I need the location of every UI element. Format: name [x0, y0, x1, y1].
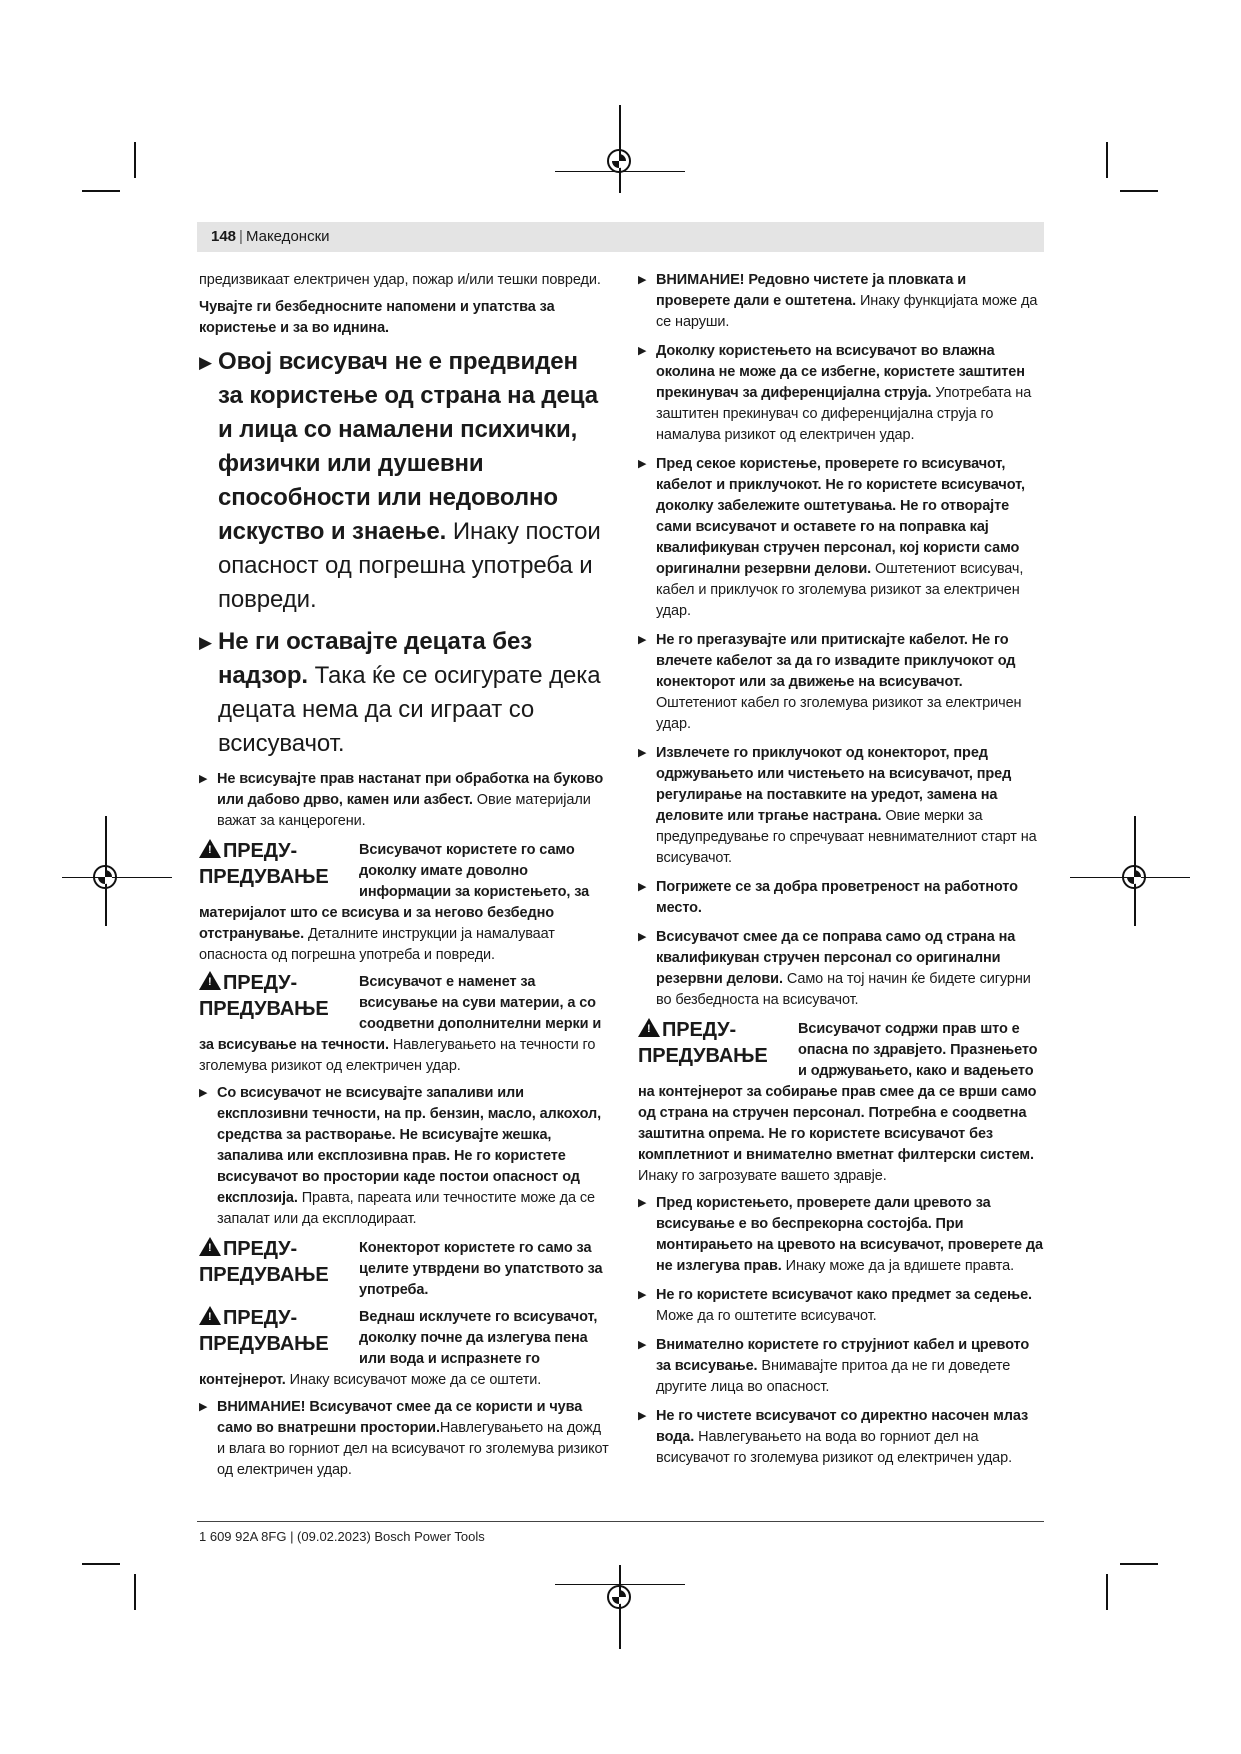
- crop-mark: [134, 1574, 136, 1610]
- safety-bullet: ▶ Доколку користењето на всисувачот во влажна околина не може да се избегне, користете заштитен прекинувач за диференцијална струја. Употребата на заштитен прекинувач со диференцијална струја го намалува ризикот од електричен удар.: [638, 341, 1044, 446]
- warning-label: ! ПРЕДУ-ПРЕДУВАЊЕ: [199, 1307, 329, 1355]
- safety-bullet: ▶ Всисувачот смее да се поправа само од страна на квалификуван стручен персонал со оригинални резервни делови. Само на тој начин ќе бидете сигурни во безбедноста на всисувачот.: [638, 927, 1044, 1011]
- page-language: Македонски: [245, 228, 330, 245]
- warning-block: ! ПРЕДУ-ПРЕДУВАЊЕ Веднаш исклучете го всисувачот, доколку почне да излегува пена или вода и испразнете го контејнерот. Инаку всисувачот може да се оштети.: [199, 1307, 598, 1388]
- safety-bullet: ▶ Овој всисувач не е предвиден за користење од страна на деца и лица со намалени психички, физички или душевни способности или недоволно искуство и знаење. Инаку постои опасност од погрешна употреба и повреди.: [199, 345, 609, 617]
- page-number: 148: [211, 228, 237, 245]
- warning-block: ! ПРЕДУ-ПРЕДУВАЊЕ Всисувачот содржи прав што е опасна по здравјето. Празнењето и одржувањето, како и вадењето на контејнерот за собирање прав смее да се врши само од страна на стручен персонал. Потребна е соодветна заштитна опрема. Не го користете всисувачот без комплетниот и внимателно вметнат филтерски систем. Инаку го загрозувате вашето здравје.: [638, 1019, 1038, 1184]
- crop-mark: [1120, 190, 1158, 192]
- safety-bullet: ▶ Не ги оставајте децата без надзор. Така ќе се осигурате дека децата нема да си играат со всисувачот.: [199, 625, 609, 761]
- crop-mark: [1106, 142, 1108, 178]
- safety-bullet: ▶ Не го прегазувајте или притискајте кабелот. Не го влечете кабелот за да го извадите приклучокот од конекторот или за движење на всисувачот. Оштетениот кабел го зголемува ризикот за електричен удар.: [638, 630, 1044, 735]
- safety-bullet: ▶ Извлечете го приклучокот од конекторот, пред одржувањето или чистењето на всисувачот, пред регулирање на поставките на уредот, замена на деловите или тргање настрана. Овие мерки за предупредување го спречуваат невнимателниот старт на всисувачот.: [638, 743, 1044, 869]
- warning-triangle-icon: !: [199, 839, 221, 858]
- warning-label: ! ПРЕДУ-ПРЕДУВАЊЕ: [638, 1019, 768, 1067]
- safety-bullet: ▶ Не всисувајте прав настанат при обработка на буково или дабово дрво, камен или азбест. Овие материјали важат за канцерогени.: [199, 769, 609, 832]
- page-header: 148 | Македонски: [197, 222, 1044, 252]
- crop-mark: [134, 142, 136, 178]
- registration-target-icon: [607, 1585, 631, 1609]
- warning-triangle-icon: !: [199, 1237, 221, 1256]
- warning-label: ! ПРЕДУ-ПРЕДУВАЊЕ: [199, 840, 329, 888]
- safety-bullet: ▶ Со всисувачот не всисувајте запаливи или експлозивни течности, на пр. бензин, масло, алкохол, средства за растворање. Не всисувајте жешка, запалива или експлозивна прав. Не го користете всисувачот во простории каде постои опасност од експлозија. Правта, пареата или течностите може да се запалат или да експлодираат.: [199, 1083, 609, 1230]
- warning-triangle-icon: !: [638, 1018, 660, 1037]
- warning-label: ! ПРЕДУ-ПРЕДУВАЊЕ: [199, 1238, 329, 1286]
- safety-bullet: ▶ Погрижете се за добра проветреност на работното место.: [638, 877, 1044, 919]
- safety-bullet: ▶ Не го користете всисувачот како предмет за седење. Може да го оштетите всисувачот.: [638, 1285, 1044, 1327]
- registration-target-icon: [1122, 865, 1146, 889]
- warning-block: ! ПРЕДУ-ПРЕДУВАЊЕ Всисувачот користете го само доколку имате доволно информации за користењето, за материјалот што се всисува и за негово безбедно отстранување. Деталните инструкции ја намалуваат опасноста од погрешна употреба и повреди.: [199, 840, 590, 963]
- paragraph: Чувајте ги безбедносните напомени и упатства за користење и за во иднина.: [199, 299, 555, 336]
- page-footer: 1 609 92A 8FG | (09.02.2023) Bosch Power Tools: [199, 1529, 485, 1544]
- crop-mark: [1106, 1574, 1108, 1610]
- safety-bullet: ▶ ВНИМАНИЕ! Всисувачот смее да се користи и чува само во внатрешни простории.Навлегувањето на дожд и влага во горниот дел на всисувачот го зголемува ризикот од електричен удар.: [199, 1397, 609, 1481]
- warning-block: ! ПРЕДУ-ПРЕДУВАЊЕ Всисувачот е наменет за всисување на суви материи, а со соодветни дополнителни мерки и за всисување на течности. Навлегувањето на течности го зголемува ризикот од електричен удар.: [199, 972, 602, 1074]
- safety-bullet: ▶ Не го чистете всисувачот со директно насочен млаз вода. Навлегувањето на вода во горниот дел на всисувачот го зголемува ризикот од електричен удар.: [638, 1406, 1044, 1469]
- safety-bullet: ▶ ВНИМАНИЕ! Редовно чистете ја пловката и проверете дали е оштетена. Инаку функцијата може да се наруши.: [638, 270, 1044, 333]
- left-column: [199, 270, 609, 1489]
- footer-divider: [197, 1521, 1044, 1522]
- warning-block: ! ПРЕДУ-ПРЕДУВАЊЕ Конекторот користете го само за целите утврдени во упатството за употреба.: [199, 1238, 603, 1298]
- warning-label: ! ПРЕДУ-ПРЕДУВАЊЕ: [199, 972, 329, 1020]
- crop-mark: [82, 1563, 120, 1565]
- registration-line: [62, 877, 172, 878]
- crop-mark: [82, 190, 120, 192]
- registration-target-icon: [607, 149, 631, 173]
- registration-target-icon: [93, 865, 117, 889]
- warning-triangle-icon: !: [199, 1306, 221, 1325]
- right-column: [638, 270, 1044, 1477]
- crop-mark: [1120, 1563, 1158, 1565]
- warning-triangle-icon: !: [199, 971, 221, 990]
- safety-bullet: ▶ Пред секое користење, проверете го всисувачот, кабелот и приклучокот. Не го користете всисувачот, доколку забележите оштетувања. Не го отворајте сами всисувачот и оставете го на поправка кај квалификуван стручен персонал, кој користи само оригинални резервни делови. Оштетениот всисувач, кабел и приклучок го зголемува ризикот за електричен удар.: [638, 454, 1044, 622]
- safety-bullet: ▶ Пред користењето, проверете дали цревото за всисување е во беспрекорна состојба. При монтирањето на цревото на всисувачот, проверете да не излегува прав. Инаку може да ја вдишете правта.: [638, 1193, 1044, 1277]
- paragraph: предизвикаат електричен удар, пожар и/или тешки повреди.: [199, 272, 601, 288]
- safety-bullet: ▶ Внимателно користете го струјниот кабел и цревото за всисување. Внимавајте притоа да не ги доведете другите лица во опасност.: [638, 1335, 1044, 1398]
